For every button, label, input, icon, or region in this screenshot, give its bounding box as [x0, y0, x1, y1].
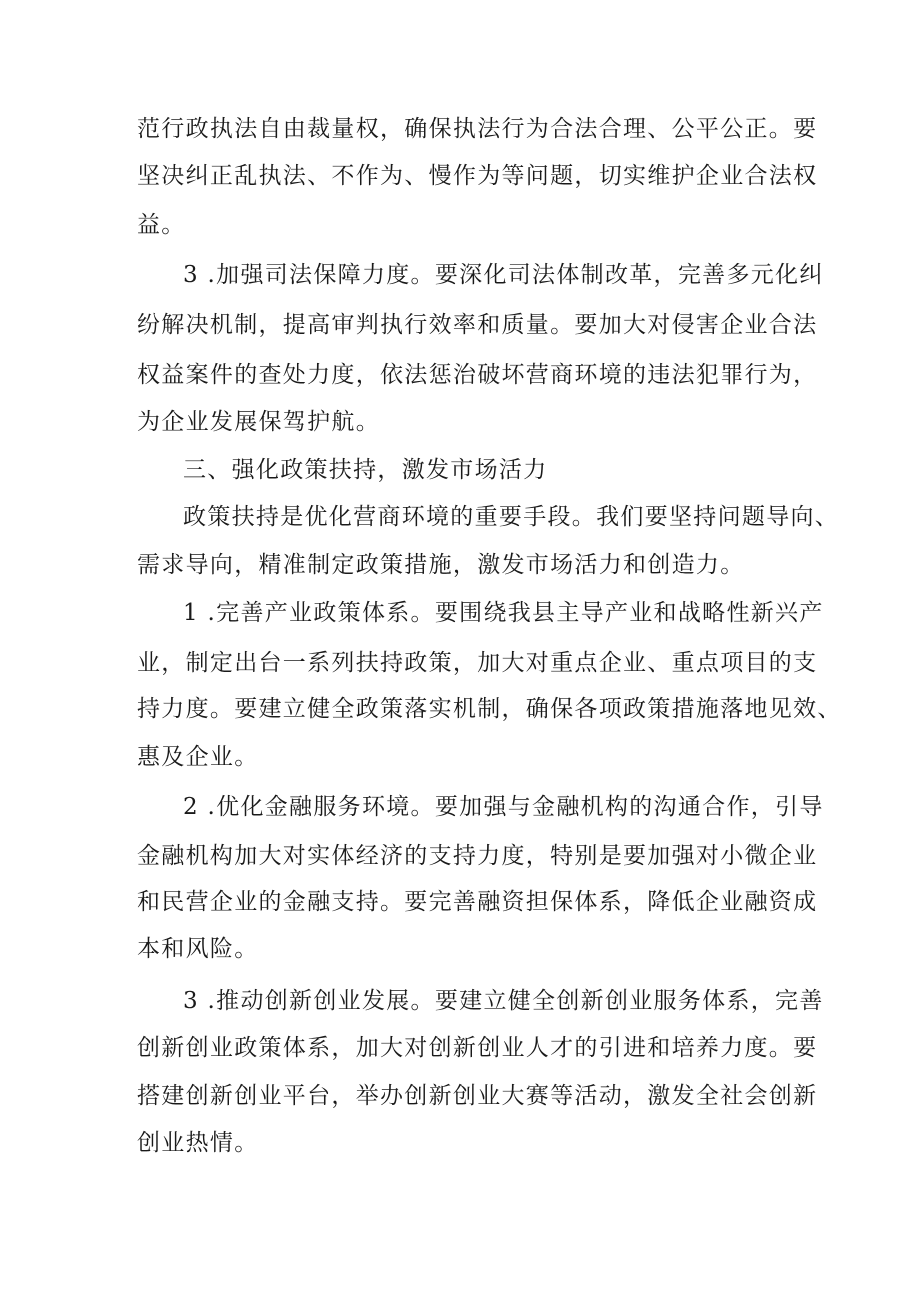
text-line: 范行政执法自由裁量权，确保执法行为合法合理、公平公正。要	[137, 116, 818, 142]
text-line: 惠及企业。	[137, 744, 259, 770]
text-line: 3 .加强司法保障力度。要深化司法体制改革，完善多元化纠	[183, 262, 824, 288]
text-line: 坚决纠正乱执法、不作为、慢作为等问题，切实维护企业合法权	[137, 163, 818, 189]
text-line: 权益案件的查处力度，依法惩治破坏营商环境的违法犯罪行为，	[137, 362, 818, 388]
text-line: 持力度。要建立健全政策落实机制，确保各项政策措施落地见效、	[137, 696, 842, 722]
text-line: 纷解决机制，提高审判执行效率和质量。要加大对侵害企业合法	[137, 312, 818, 338]
text-line: 3 .推动创新创业发展。要建立健全创新创业服务体系，完善	[183, 988, 824, 1014]
text-line: 业，制定出台一系列扶持政策，加大对重点企业、重点项目的支	[137, 650, 818, 676]
text-line: 创业热情。	[137, 1130, 259, 1156]
text-line: 2 .优化金融服务环境。要加强与金融机构的沟通合作，引导	[183, 794, 824, 820]
text-line: 金融机构加大对实体经济的支持力度，特别是要加强对小微企业	[137, 843, 818, 869]
text-line: 益。	[137, 212, 186, 238]
section-heading: 三、强化政策扶持，激发市场活力	[183, 457, 548, 483]
text-line: 创新创业政策体系，加大对创新创业人才的引进和培养力度。要	[137, 1035, 818, 1061]
text-line: 需求导向，精准制定政策措施，激发市场活力和创造力。	[137, 552, 745, 578]
text-line: 1 .完善产业政策体系。要围绕我县主导产业和战略性新兴产	[183, 600, 824, 626]
text-line: 本和风险。	[137, 936, 259, 962]
text-line: 政策扶持是优化营商环境的重要手段。我们要坚持问题导向、	[183, 504, 840, 530]
text-line: 和民营企业的金融支持。要完善融资担保体系，降低企业融资成	[137, 889, 818, 915]
text-line: 搭建创新创业平台，举办创新创业大赛等活动，激发全社会创新	[137, 1083, 818, 1109]
text-line: 为企业发展保驾护航。	[137, 409, 380, 435]
